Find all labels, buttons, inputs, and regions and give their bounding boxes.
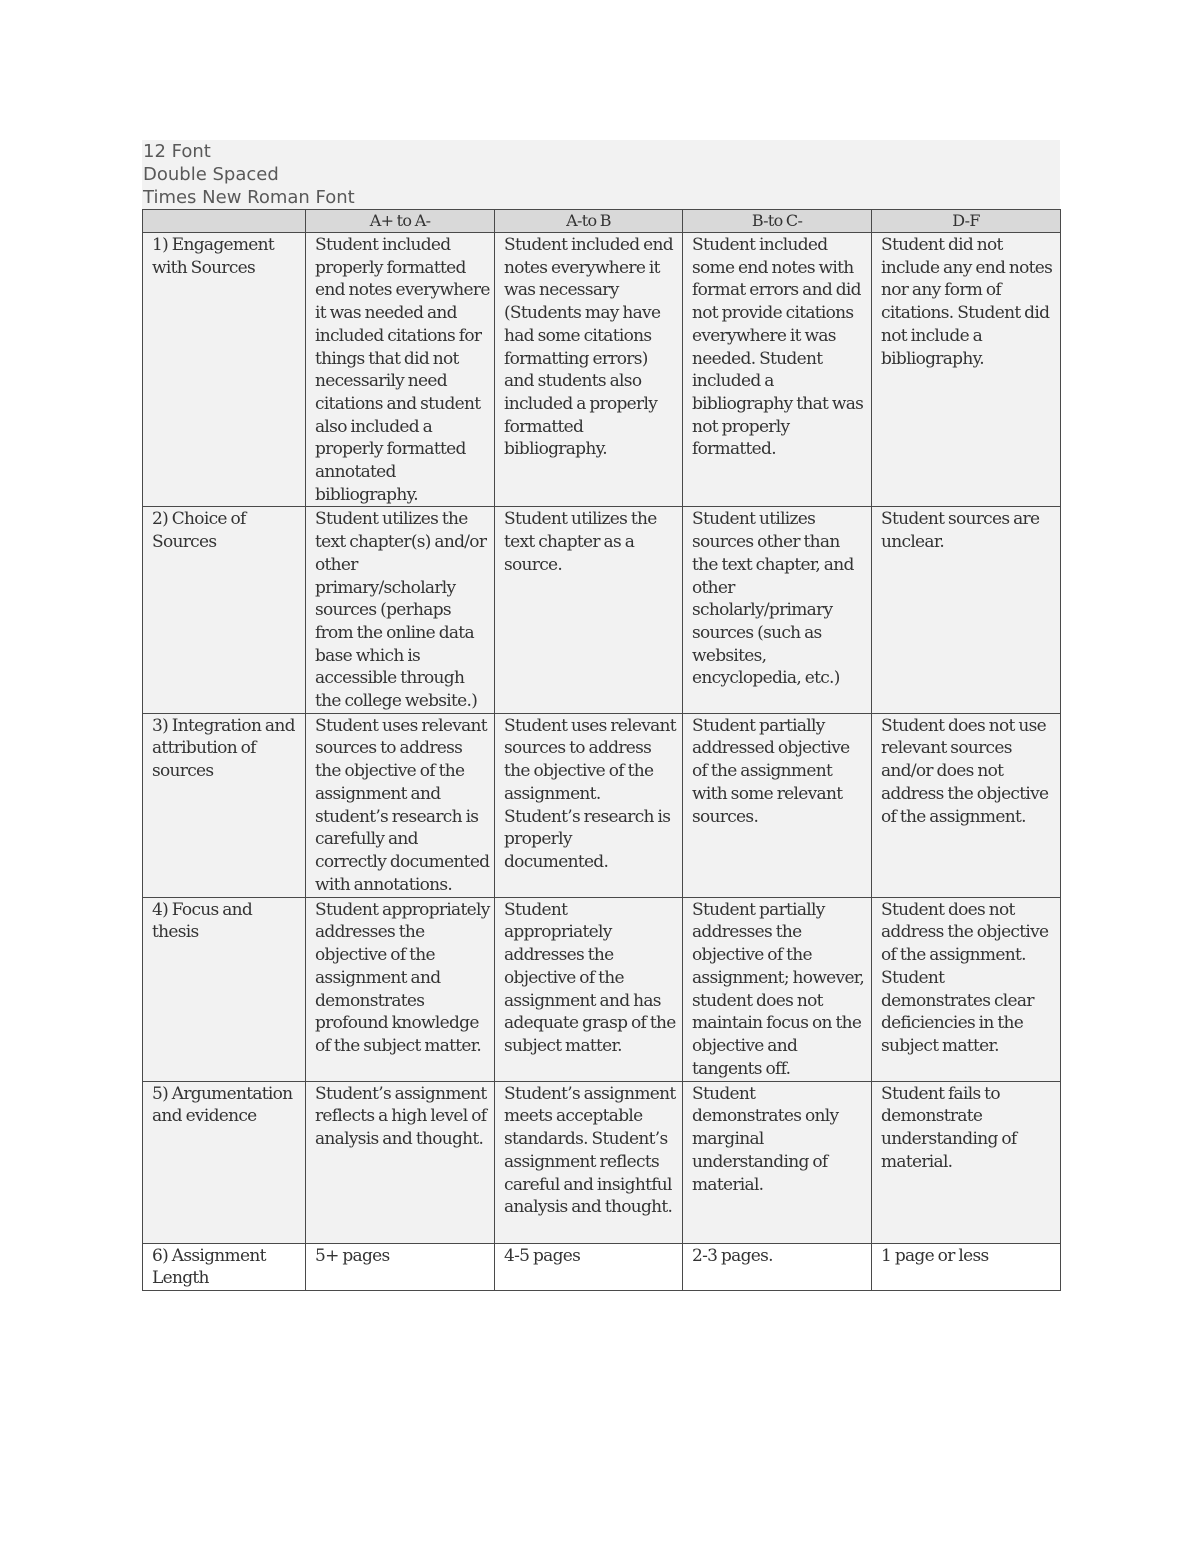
rubric-row-length [143,1243,1061,1290]
font-family-note: Times New Roman Font [143,187,355,208]
descriptor-cell: Student’s assignment meets acceptable standards. Student’s assignment reflects careful and insightful analysis and thought. [495,1081,683,1243]
descriptor-cell: Student appropriately addresses the objective of the assignment and demonstrates profound knowledge of the subject matter. [306,897,495,1081]
rubric-header-row [143,210,1061,233]
descriptor-cell: Student utilizes the text chapter as a source. [495,507,683,713]
font-size-note: 12 Font [143,141,211,162]
rubric-row-choice-of-sources [143,507,1061,713]
descriptor-cell: Student included end notes everywhere it was necessary (Students may have had some citations formatting errors) and students also included a properly formatted bibliography. [495,233,683,507]
rubric-row-integration [143,713,1061,897]
descriptor-cell: Student appropriately addresses the objective of the assignment and has adequate grasp of the subject matter. [495,897,683,1081]
descriptor-cell: Student demonstrates only marginal understanding of material. [683,1081,872,1243]
spacing-note: Double Spaced [143,164,279,185]
grade-column-header-a: A+ to A- [306,210,495,233]
grading-rubric-table [142,209,1061,1291]
rubric-row-focus-thesis [143,897,1061,1081]
grade-column-header-b: A-to B [495,210,683,233]
descriptor-cell: Student does not use relevant sources and/or does not address the objective of the assignment. [872,713,1061,897]
rubric-row-argumentation [143,1081,1061,1243]
criterion-cell: 2) Choice of Sources [143,507,306,713]
formatting-requirements [142,140,1060,210]
criterion-cell: 4) Focus and thesis [143,897,306,1081]
grade-column-header-d: D-F [872,210,1061,233]
descriptor-cell: Student included properly formatted end notes everywhere it was needed and included citations for things that did not necessarily need citations and student also included a properly formatted annotated bibliography. [306,233,495,507]
criterion-cell: 1) Engagement with Sources [143,233,306,507]
descriptor-cell: Student partially addressed objective of the assignment with some relevant sources. [683,713,872,897]
descriptor-cell: Student included some end notes with format errors and did not provide citations everywhere it was needed. Student included a bibliography that was not properly formatted. [683,233,872,507]
descriptor-cell: 4-5 pages [495,1243,683,1290]
descriptor-cell: Student fails to demonstrate understanding of material. [872,1081,1061,1243]
descriptor-cell: Student uses relevant sources to address the objective of the assignment and student’s research is carefully and correctly documented with annotations. [306,713,495,897]
rubric-row-engagement [143,233,1061,507]
descriptor-cell: 5+ pages [306,1243,495,1290]
descriptor-cell: Student partially addresses the objective of the assignment; however, student does not maintain focus on the objective and tangents off. [683,897,872,1081]
grade-column-header-c: B-to C- [683,210,872,233]
descriptor-cell: Student utilizes sources other than the text chapter, and other scholarly/primary sources (such as websites, encyclopedia, etc.) [683,507,872,713]
criterion-cell: 3) Integration and attribution of sources [143,713,306,897]
descriptor-cell: Student utilizes the text chapter(s) and/or other primary/scholarly sources (perhaps from the online data base which is accessible through the college website.) [306,507,495,713]
descriptor-cell: Student’s assignment reflects a high level of analysis and thought. [306,1081,495,1243]
criterion-cell: 6) Assignment Length [143,1243,306,1290]
descriptor-cell: Student does not address the objective of the assignment. Student demonstrates clear deficiencies in the subject matter. [872,897,1061,1081]
descriptor-cell: 2-3 pages. [683,1243,872,1290]
criteria-column-header [143,210,306,233]
descriptor-cell: 1 page or less [872,1243,1061,1290]
descriptor-cell: Student uses relevant sources to address the objective of the assignment. Student’s research is properly documented. [495,713,683,897]
criterion-cell: 5) Argumentation and evidence [143,1081,306,1243]
descriptor-cell: Student did not include any end notes nor any form of citations. Student did not include a bibliography. [872,233,1061,507]
descriptor-cell: Student sources are unclear. [872,507,1061,713]
